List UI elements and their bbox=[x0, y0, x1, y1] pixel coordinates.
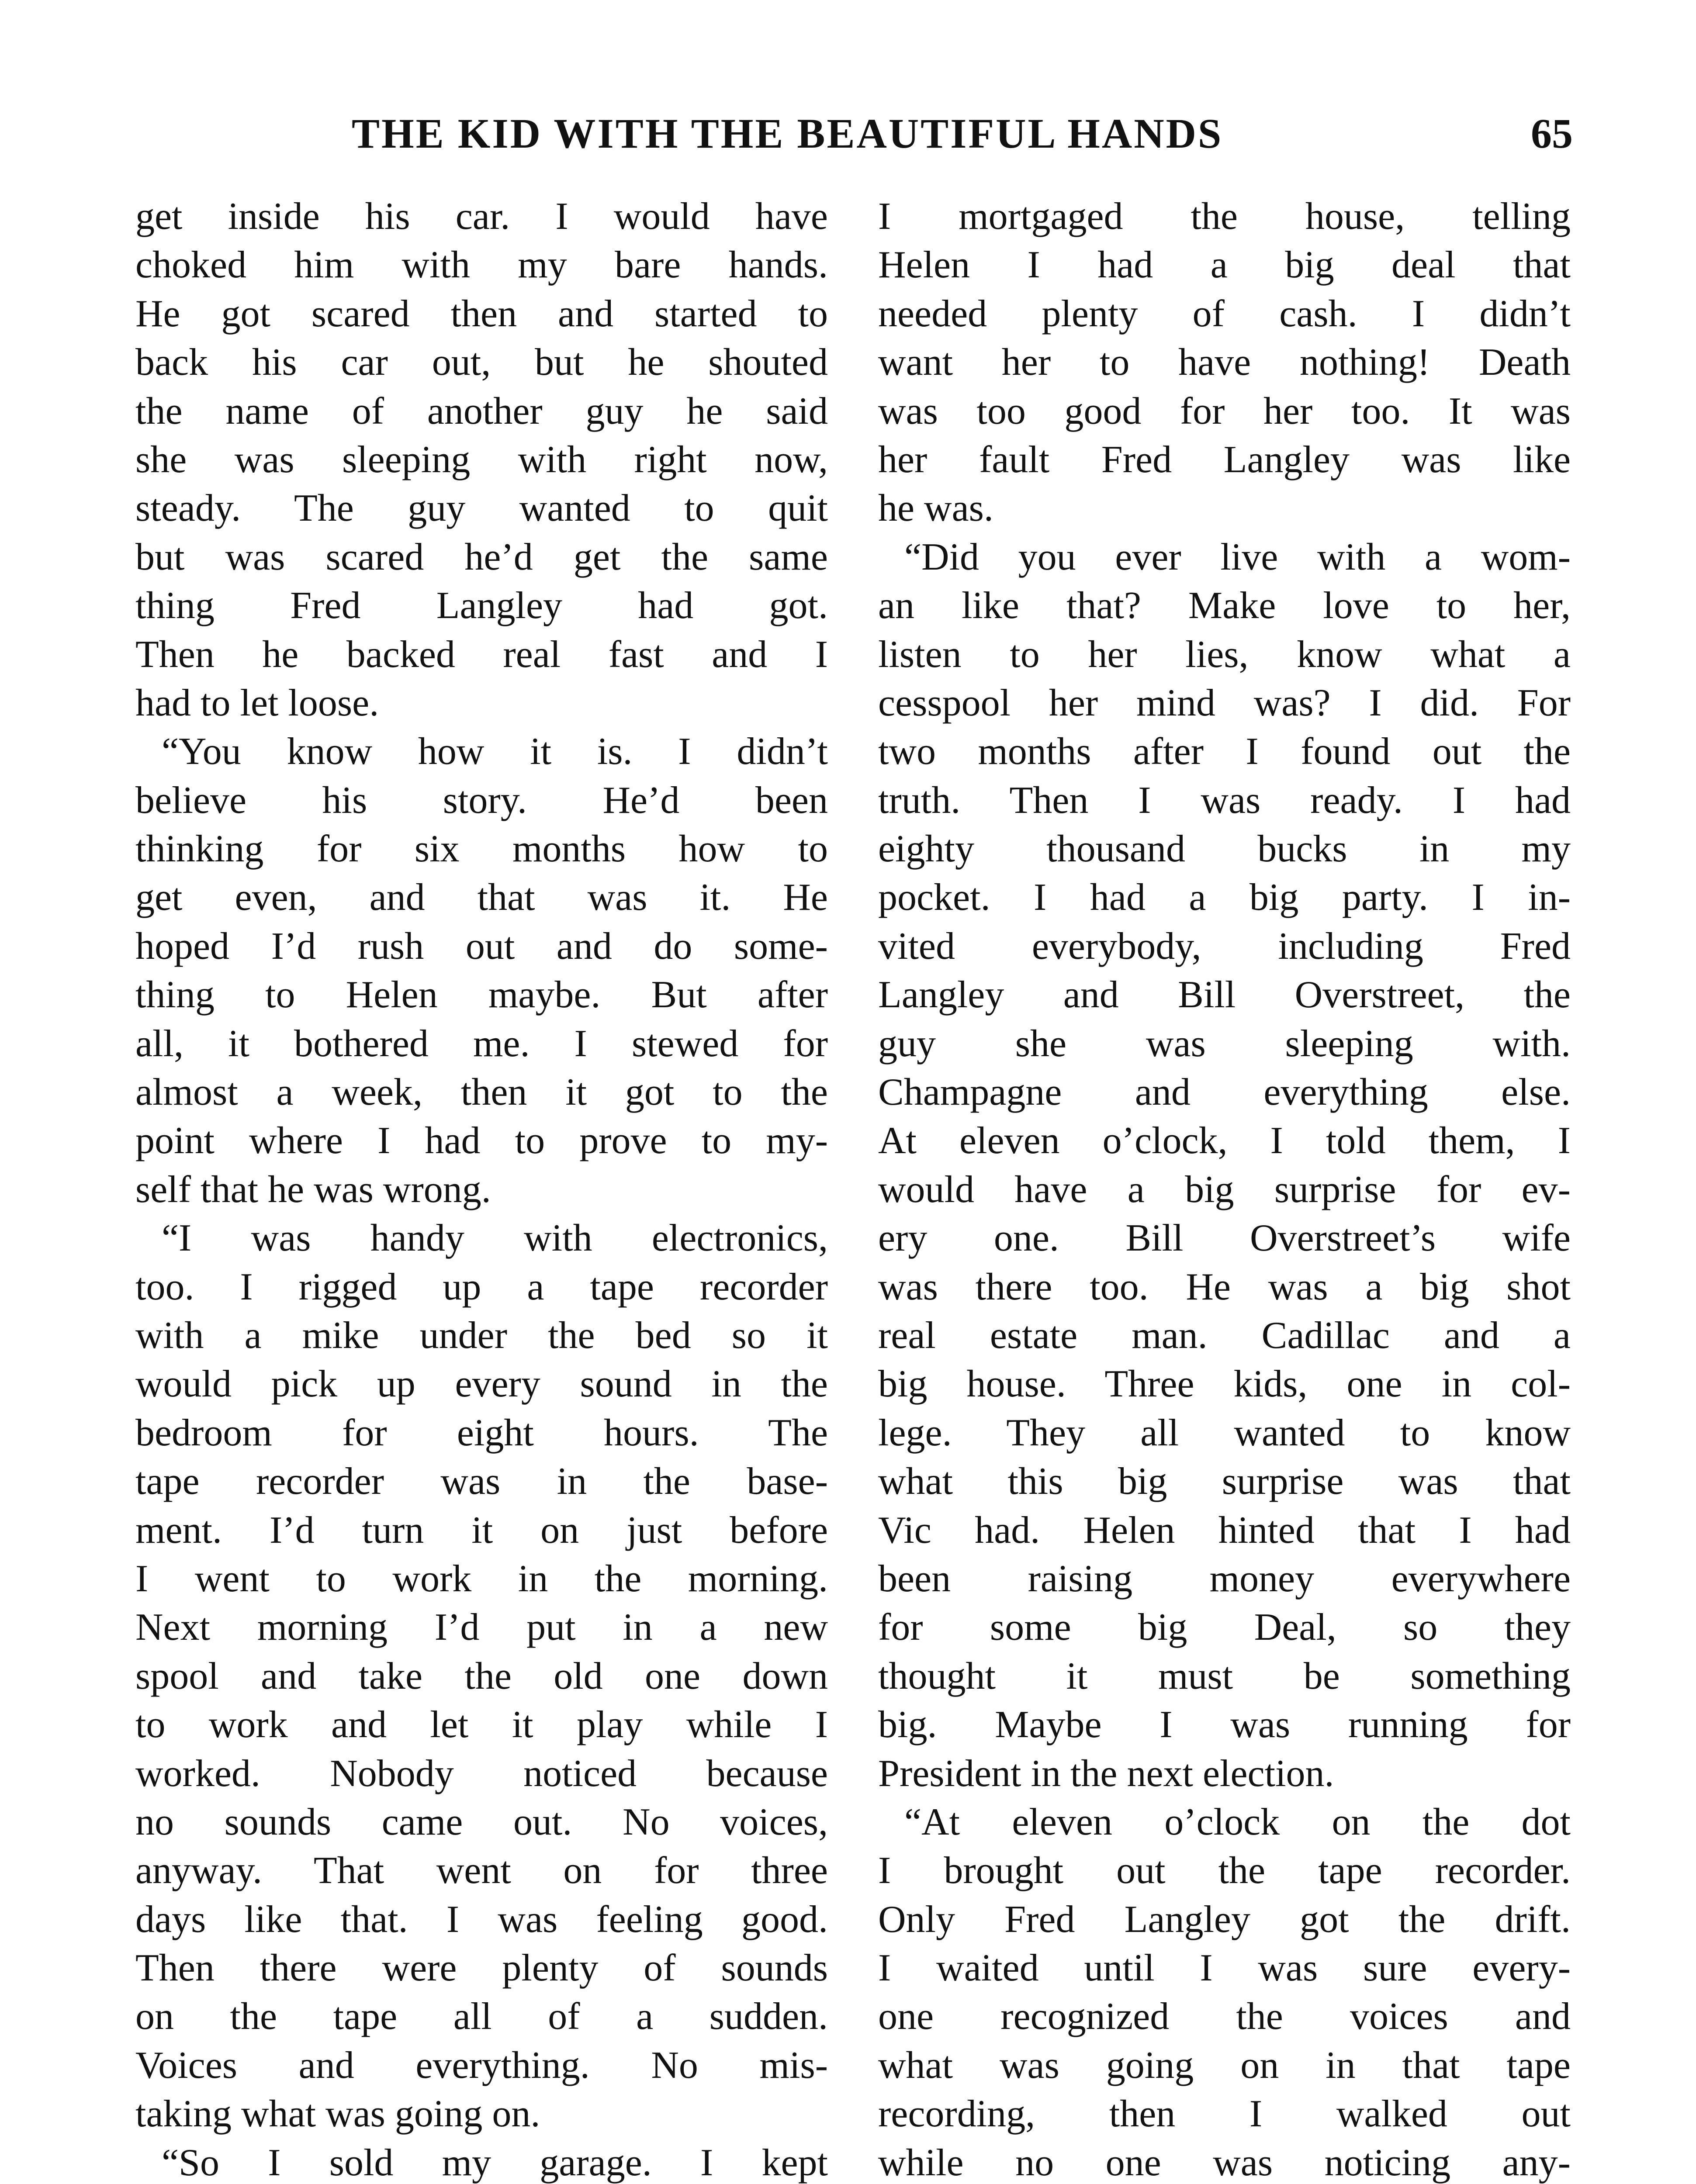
text-line: taking what was going on. bbox=[135, 2093, 540, 2136]
text-line: Langley and Bill Overstreet, the bbox=[878, 974, 1571, 1016]
text-line: ment. I’d turn it on just before bbox=[135, 1509, 828, 1552]
text-line: two months after I found out the bbox=[878, 730, 1571, 773]
text-line: was there too. He was a big shot bbox=[878, 1265, 1571, 1308]
text-line: needed plenty of cash. I didn’t bbox=[878, 292, 1571, 335]
text-line: lege. They all wanted to know bbox=[878, 1411, 1571, 1454]
text-line: would have a big surprise for ev- bbox=[878, 1168, 1571, 1211]
text-line: Then there were plenty of sounds bbox=[135, 1947, 828, 1990]
text-line: bedroom for eight hours. The bbox=[135, 1411, 828, 1454]
text-line: eighty thousand bucks in my bbox=[878, 828, 1571, 871]
text-line: At eleven o’clock, I told them, I bbox=[878, 1120, 1571, 1162]
text-line: too. I rigged up a tape recorder bbox=[135, 1265, 828, 1308]
text-line: point where I had to prove to my- bbox=[135, 1120, 828, 1162]
text-line: I brought out the tape recorder. bbox=[878, 1849, 1571, 1892]
text-line: the name of another guy he said bbox=[135, 390, 828, 432]
running-title: THE KID WITH THE BEAUTIFUL HANDS bbox=[352, 110, 1223, 157]
text-line: all, it bothered me. I stewed for bbox=[135, 1022, 828, 1065]
text-line: get even, and that was it. He bbox=[135, 876, 828, 919]
text-line: no sounds came out. No voices, bbox=[135, 1800, 828, 1843]
text-line: self that he was wrong. bbox=[135, 1168, 491, 1211]
text-line: with a mike under the bed so it bbox=[135, 1314, 828, 1357]
text-line: I waited until I was sure every- bbox=[878, 1947, 1571, 1990]
text-line: He got scared then and started to bbox=[135, 292, 828, 335]
text-line: steady. The guy wanted to quit bbox=[135, 487, 828, 530]
text-line: Only Fred Langley got the drift. bbox=[878, 1898, 1571, 1941]
page-number: 65 bbox=[1531, 110, 1573, 157]
text-line: I went to work in the morning. bbox=[135, 1557, 828, 1600]
text-line: been raising money everywhere bbox=[878, 1557, 1571, 1600]
text-line: “I was handy with electronics, bbox=[162, 1217, 828, 1260]
text-line: ery one. Bill Overstreet’s wife bbox=[878, 1217, 1571, 1260]
text-line: “Did you ever live with a wom- bbox=[904, 536, 1571, 578]
text-line: what this big surprise was that bbox=[878, 1460, 1571, 1503]
text-line: Next morning I’d put in a new bbox=[135, 1606, 828, 1649]
text-line: want her to have nothing! Death bbox=[878, 341, 1571, 384]
text-line: he was. bbox=[878, 487, 993, 530]
page-header bbox=[131, 109, 1573, 170]
text-line: “At eleven o’clock on the dot bbox=[904, 1800, 1571, 1843]
text-line: while no one was noticing any- bbox=[878, 2141, 1571, 2184]
text-line: back his car out, but he shouted bbox=[135, 341, 828, 384]
text-line: Champagne and everything else. bbox=[878, 1071, 1571, 1114]
text-line: was too good for her too. It was bbox=[878, 390, 1571, 432]
text-line: big house. Three kids, one in col- bbox=[878, 1363, 1571, 1406]
text-line: to work and let it play while I bbox=[135, 1704, 828, 1746]
text-line: believe his story. He’d been bbox=[135, 779, 828, 822]
text-line: spool and take the old one down bbox=[135, 1655, 828, 1697]
text-line: tape recorder was in the base- bbox=[135, 1460, 828, 1503]
text-line: President in the next election. bbox=[878, 1752, 1334, 1795]
text-line: her fault Fred Langley was like bbox=[878, 438, 1571, 481]
left-text-column bbox=[135, 192, 828, 2184]
right-text-column bbox=[878, 192, 1571, 2184]
text-line: but was scared he’d get the same bbox=[135, 536, 828, 578]
text-line: thing Fred Langley had got. bbox=[135, 584, 828, 627]
text-line: vited everybody, including Fred bbox=[878, 925, 1571, 968]
text-line: thinking for six months how to bbox=[135, 828, 828, 871]
text-line: Vic had. Helen hinted that I had bbox=[878, 1509, 1571, 1552]
text-line: guy she was sleeping with. bbox=[878, 1022, 1571, 1065]
text-line: Helen I had a big deal that bbox=[878, 244, 1571, 287]
text-line: would pick up every sound in the bbox=[135, 1363, 828, 1406]
text-line: recording, then I walked out bbox=[878, 2093, 1571, 2136]
text-line: truth. Then I was ready. I had bbox=[878, 779, 1571, 822]
text-line: real estate man. Cadillac and a bbox=[878, 1314, 1571, 1357]
text-line: anyway. That went on for three bbox=[135, 1849, 828, 1892]
text-line: get inside his car. I would have bbox=[135, 195, 828, 238]
text-line: “You know how it is. I didn’t bbox=[162, 730, 828, 773]
text-line: pocket. I had a big party. I in- bbox=[878, 876, 1571, 919]
text-line: worked. Nobody noticed because bbox=[135, 1752, 828, 1795]
text-line: had to let loose. bbox=[135, 681, 379, 724]
text-line: choked him with my bare hands. bbox=[135, 244, 828, 287]
text-line: for some big Deal, so they bbox=[878, 1606, 1571, 1649]
text-line: thought it must be something bbox=[878, 1655, 1571, 1697]
text-line: she was sleeping with right now, bbox=[135, 438, 828, 481]
text-line: Voices and everything. No mis- bbox=[135, 2044, 828, 2087]
text-line: hoped I’d rush out and do some- bbox=[135, 925, 828, 968]
text-line: “So I sold my garage. I kept bbox=[162, 2141, 828, 2184]
text-line: big. Maybe I was running for bbox=[878, 1704, 1571, 1746]
text-line: I mortgaged the house, telling bbox=[878, 195, 1571, 238]
text-line: days like that. I was feeling good. bbox=[135, 1898, 828, 1941]
text-line: an like that? Make love to her, bbox=[878, 584, 1571, 627]
text-line: one recognized the voices and bbox=[878, 1995, 1571, 2038]
text-line: Then he backed real fast and I bbox=[135, 633, 828, 676]
text-line: listen to her lies, know what a bbox=[878, 633, 1571, 676]
text-line: thing to Helen maybe. But after bbox=[135, 974, 828, 1016]
text-line: cesspool her mind was? I did. For bbox=[878, 681, 1571, 724]
text-line: almost a week, then it got to the bbox=[135, 1071, 828, 1114]
text-line: on the tape all of a sudden. bbox=[135, 1995, 828, 2038]
text-line: what was going on in that tape bbox=[878, 2044, 1571, 2087]
